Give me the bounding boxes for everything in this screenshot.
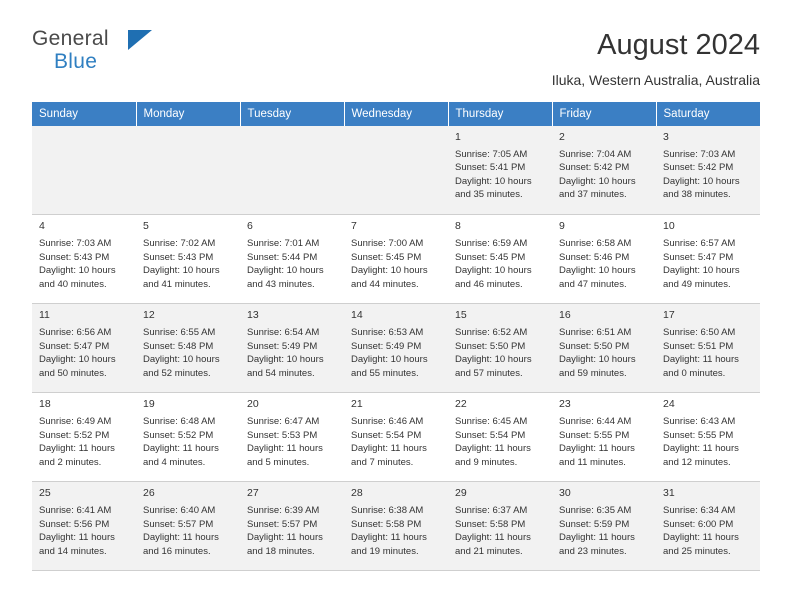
- day-sunset-text: Sunset: 5:58 PM: [455, 518, 526, 530]
- day-daylight1-text: Daylight: 10 hours: [455, 175, 532, 187]
- day-daylight2-text: and 35 minutes.: [455, 189, 523, 201]
- calendar-day-cell: [32, 304, 136, 393]
- calendar-cell-empty: [344, 126, 448, 215]
- day-daylight2-text: and 44 minutes.: [351, 278, 419, 290]
- calendar-day-cell: [552, 393, 656, 482]
- day-sunrise-text: Sunrise: 6:53 AM: [351, 327, 424, 339]
- day-daylight1-text: Daylight: 11 hours: [663, 354, 739, 366]
- day-sunrise-text: Sunrise: 6:52 AM: [455, 327, 528, 339]
- day-daylight2-text: and 21 minutes.: [455, 545, 523, 557]
- day-sunrise-text: Sunrise: 6:41 AM: [39, 505, 112, 517]
- day-sunrise-text: Sunrise: 6:56 AM: [39, 327, 112, 339]
- calendar-day-cell: [136, 215, 240, 304]
- day-daylight2-text: and 46 minutes.: [455, 278, 523, 290]
- calendar-day-cell: [448, 215, 552, 304]
- day-number: 7: [351, 220, 357, 233]
- calendar-day-cell: [656, 482, 760, 571]
- calendar-day-cell: [448, 304, 552, 393]
- day-sunrise-text: Sunrise: 6:40 AM: [143, 505, 216, 517]
- day-sunrise-text: Sunrise: 7:02 AM: [143, 238, 216, 250]
- day-daylight1-text: Daylight: 10 hours: [351, 354, 428, 366]
- flag-icon: [128, 30, 152, 50]
- day-sunrise-text: Sunrise: 6:55 AM: [143, 327, 216, 339]
- calendar-day-cell: [552, 304, 656, 393]
- day-daylight2-text: and 52 minutes.: [143, 367, 211, 379]
- day-daylight1-text: Daylight: 10 hours: [663, 175, 740, 187]
- day-number: 26: [143, 487, 155, 500]
- day-sunset-text: Sunset: 5:43 PM: [39, 251, 110, 263]
- day-sunrise-text: Sunrise: 6:37 AM: [455, 505, 528, 517]
- calendar-week-row: [32, 126, 760, 215]
- day-daylight2-text: and 54 minutes.: [247, 367, 315, 379]
- day-daylight1-text: Daylight: 11 hours: [143, 443, 219, 455]
- calendar-day-cell: [344, 482, 448, 571]
- day-daylight2-text: and 40 minutes.: [39, 278, 107, 290]
- day-number: 22: [455, 398, 467, 411]
- page-title: August 2024: [597, 29, 760, 61]
- day-daylight2-text: and 47 minutes.: [559, 278, 627, 290]
- calendar-day-cell: [344, 393, 448, 482]
- day-sunrise-text: Sunrise: 6:46 AM: [351, 416, 424, 428]
- day-number: 18: [39, 398, 51, 411]
- day-sunset-text: Sunset: 5:44 PM: [247, 251, 318, 263]
- day-daylight1-text: Daylight: 10 hours: [559, 175, 636, 187]
- day-sunrise-text: Sunrise: 6:47 AM: [247, 416, 320, 428]
- calendar-day-cell: [448, 482, 552, 571]
- day-daylight1-text: Daylight: 11 hours: [559, 443, 635, 455]
- day-sunset-text: Sunset: 5:56 PM: [39, 518, 110, 530]
- day-daylight1-text: Daylight: 10 hours: [351, 265, 428, 277]
- day-sunrise-text: Sunrise: 6:59 AM: [455, 238, 528, 250]
- day-sunset-text: Sunset: 5:57 PM: [143, 518, 214, 530]
- day-daylight1-text: Daylight: 10 hours: [559, 354, 636, 366]
- calendar-cell-empty: [32, 126, 136, 215]
- day-daylight2-text: and 50 minutes.: [39, 367, 107, 379]
- day-daylight2-text: and 19 minutes.: [351, 545, 419, 557]
- day-number: 4: [39, 220, 45, 233]
- calendar-day-cell: [344, 304, 448, 393]
- day-daylight2-text: and 9 minutes.: [455, 456, 518, 468]
- day-number: 5: [143, 220, 149, 233]
- day-sunrise-text: Sunrise: 6:58 AM: [559, 238, 632, 250]
- day-daylight1-text: Daylight: 11 hours: [351, 532, 427, 544]
- day-daylight2-text: and 14 minutes.: [39, 545, 107, 557]
- calendar-day-cell: [552, 126, 656, 215]
- day-number: 13: [247, 309, 259, 322]
- day-sunrise-text: Sunrise: 7:00 AM: [351, 238, 424, 250]
- calendar-day-cell: [448, 393, 552, 482]
- calendar-day-cell: [136, 304, 240, 393]
- calendar-day-cell: [552, 215, 656, 304]
- day-number: 14: [351, 309, 363, 322]
- day-sunrise-text: Sunrise: 7:03 AM: [663, 148, 736, 160]
- day-daylight1-text: Daylight: 11 hours: [247, 532, 323, 544]
- day-daylight2-text: and 57 minutes.: [455, 367, 523, 379]
- day-number: 24: [663, 398, 675, 411]
- day-daylight1-text: Daylight: 10 hours: [143, 265, 220, 277]
- day-sunrise-text: Sunrise: 7:04 AM: [559, 148, 632, 160]
- day-daylight1-text: Daylight: 11 hours: [663, 532, 739, 544]
- day-sunrise-text: Sunrise: 6:44 AM: [559, 416, 632, 428]
- calendar-day-cell: [448, 126, 552, 215]
- calendar-day-cell: [656, 126, 760, 215]
- day-daylight1-text: Daylight: 10 hours: [143, 354, 220, 366]
- calendar-day-cell: [240, 393, 344, 482]
- title-block: [552, 28, 760, 88]
- day-daylight1-text: Daylight: 11 hours: [351, 443, 427, 455]
- calendar-cell-empty: [136, 126, 240, 215]
- day-sunset-text: Sunset: 5:45 PM: [455, 251, 526, 263]
- day-number: 28: [351, 487, 363, 500]
- day-daylight2-text: and 5 minutes.: [247, 456, 310, 468]
- day-sunrise-text: Sunrise: 6:48 AM: [143, 416, 216, 428]
- calendar-week-row: [32, 482, 760, 571]
- day-sunrise-text: Sunrise: 7:03 AM: [39, 238, 112, 250]
- day-number: 1: [455, 130, 461, 143]
- calendar-day-cell: [552, 482, 656, 571]
- day-sunset-text: Sunset: 5:47 PM: [663, 251, 734, 263]
- day-daylight2-text: and 7 minutes.: [351, 456, 414, 468]
- calendar-day-cell: [240, 482, 344, 571]
- day-number: 31: [663, 487, 675, 500]
- weekday-header-thursday: Thursday: [448, 102, 552, 126]
- day-daylight2-text: and 4 minutes.: [143, 456, 206, 468]
- day-sunset-text: Sunset: 5:42 PM: [559, 162, 630, 174]
- calendar-day-cell: [136, 393, 240, 482]
- day-sunrise-text: Sunrise: 6:38 AM: [351, 505, 424, 517]
- day-daylight2-text: and 0 minutes.: [663, 367, 726, 379]
- day-daylight1-text: Daylight: 10 hours: [663, 265, 740, 277]
- day-number: 19: [143, 398, 155, 411]
- calendar-day-cell: [656, 215, 760, 304]
- day-daylight2-text: and 23 minutes.: [559, 545, 627, 557]
- day-daylight2-text: and 55 minutes.: [351, 367, 419, 379]
- day-number: 30: [559, 487, 571, 500]
- calendar-day-cell: [136, 482, 240, 571]
- day-sunset-text: Sunset: 5:47 PM: [39, 340, 110, 352]
- day-sunrise-text: Sunrise: 6:50 AM: [663, 327, 736, 339]
- day-sunset-text: Sunset: 5:54 PM: [351, 429, 422, 441]
- day-daylight2-text: and 59 minutes.: [559, 367, 627, 379]
- day-number: 17: [663, 309, 675, 322]
- day-number: 2: [559, 130, 565, 143]
- day-number: 20: [247, 398, 259, 411]
- weekday-header-monday: Monday: [136, 102, 240, 126]
- day-sunrise-text: Sunrise: 6:54 AM: [247, 327, 320, 339]
- day-number: 12: [143, 309, 155, 322]
- day-sunset-text: Sunset: 5:54 PM: [455, 429, 526, 441]
- day-daylight1-text: Daylight: 10 hours: [455, 354, 532, 366]
- location-subtitle: Iluka, Western Australia, Australia: [551, 71, 760, 88]
- day-number: 8: [455, 220, 461, 233]
- day-sunrise-text: Sunrise: 6:34 AM: [663, 505, 736, 517]
- calendar-body: [32, 126, 760, 571]
- day-sunrise-text: Sunrise: 6:45 AM: [455, 416, 528, 428]
- day-daylight1-text: Daylight: 10 hours: [39, 265, 116, 277]
- day-sunrise-text: Sunrise: 6:43 AM: [663, 416, 736, 428]
- day-number: 6: [247, 220, 253, 233]
- day-sunset-text: Sunset: 5:57 PM: [247, 518, 318, 530]
- day-sunset-text: Sunset: 5:46 PM: [559, 251, 630, 263]
- day-daylight2-text: and 2 minutes.: [39, 456, 102, 468]
- day-sunset-text: Sunset: 5:49 PM: [247, 340, 318, 352]
- page-header: [32, 0, 760, 88]
- day-sunrise-text: Sunrise: 6:39 AM: [247, 505, 320, 517]
- day-sunset-text: Sunset: 6:00 PM: [663, 518, 734, 530]
- day-sunset-text: Sunset: 5:52 PM: [39, 429, 110, 441]
- day-number: 16: [559, 309, 571, 322]
- day-daylight1-text: Daylight: 10 hours: [247, 265, 324, 277]
- day-number: 3: [663, 130, 669, 143]
- calendar-day-cell: [240, 215, 344, 304]
- day-sunrise-text: Sunrise: 6:49 AM: [39, 416, 112, 428]
- day-daylight1-text: Daylight: 10 hours: [455, 265, 532, 277]
- day-daylight2-text: and 25 minutes.: [663, 545, 731, 557]
- day-sunset-text: Sunset: 5:51 PM: [663, 340, 734, 352]
- day-daylight1-text: Daylight: 10 hours: [559, 265, 636, 277]
- day-daylight1-text: Daylight: 11 hours: [39, 532, 115, 544]
- day-number: 11: [39, 309, 50, 322]
- day-sunset-text: Sunset: 5:52 PM: [143, 429, 214, 441]
- day-sunrise-text: Sunrise: 7:05 AM: [455, 148, 528, 160]
- day-sunset-text: Sunset: 5:59 PM: [559, 518, 630, 530]
- day-sunrise-text: Sunrise: 6:35 AM: [559, 505, 632, 517]
- day-sunset-text: Sunset: 5:58 PM: [351, 518, 422, 530]
- day-daylight1-text: Daylight: 11 hours: [663, 443, 739, 455]
- weekday-header-friday: Friday: [552, 102, 656, 126]
- day-daylight1-text: Daylight: 10 hours: [39, 354, 116, 366]
- calendar-day-cell: [32, 393, 136, 482]
- day-sunset-text: Sunset: 5:55 PM: [559, 429, 630, 441]
- day-sunrise-text: Sunrise: 7:01 AM: [247, 238, 320, 250]
- day-daylight2-text: and 37 minutes.: [559, 189, 627, 201]
- day-sunrise-text: Sunrise: 6:51 AM: [559, 327, 632, 339]
- day-number: 27: [247, 487, 259, 500]
- day-daylight1-text: Daylight: 11 hours: [247, 443, 323, 455]
- day-sunset-text: Sunset: 5:48 PM: [143, 340, 214, 352]
- day-number: 21: [351, 398, 363, 411]
- day-number: 23: [559, 398, 571, 411]
- calendar-day-cell: [344, 215, 448, 304]
- day-number: 9: [559, 220, 565, 233]
- logo-text-blue: Blue: [54, 50, 98, 73]
- day-sunset-text: Sunset: 5:49 PM: [351, 340, 422, 352]
- day-number: 15: [455, 309, 467, 322]
- day-daylight2-text: and 18 minutes.: [247, 545, 315, 557]
- calendar-week-row: [32, 393, 760, 482]
- day-sunset-text: Sunset: 5:50 PM: [559, 340, 630, 352]
- calendar-day-cell: [32, 215, 136, 304]
- calendar-day-cell: [240, 304, 344, 393]
- calendar-day-cell: [656, 393, 760, 482]
- weekday-header-tuesday: Tuesday: [240, 102, 344, 126]
- day-sunset-text: Sunset: 5:41 PM: [455, 162, 526, 174]
- calendar-table: [32, 102, 760, 572]
- day-number: 29: [455, 487, 467, 500]
- day-daylight2-text: and 16 minutes.: [143, 545, 211, 557]
- day-sunset-text: Sunset: 5:45 PM: [351, 251, 422, 263]
- calendar-cell-empty: [240, 126, 344, 215]
- weekday-header-saturday: Saturday: [656, 102, 760, 126]
- weekday-header-wednesday: Wednesday: [344, 102, 448, 126]
- weekday-header-row: [32, 102, 760, 126]
- calendar-day-cell: [656, 304, 760, 393]
- day-sunset-text: Sunset: 5:42 PM: [663, 162, 734, 174]
- day-daylight2-text: and 38 minutes.: [663, 189, 731, 201]
- day-number: 25: [39, 487, 51, 500]
- calendar-week-row: [32, 215, 760, 304]
- day-daylight1-text: Daylight: 11 hours: [455, 532, 531, 544]
- weekday-header-sunday: Sunday: [32, 102, 136, 126]
- calendar-day-cell: [32, 482, 136, 571]
- general-blue-logo: [32, 28, 172, 74]
- day-sunset-text: Sunset: 5:43 PM: [143, 251, 214, 263]
- day-daylight1-text: Daylight: 11 hours: [143, 532, 219, 544]
- logo-text-general: General: [32, 27, 109, 50]
- day-sunset-text: Sunset: 5:53 PM: [247, 429, 318, 441]
- day-sunset-text: Sunset: 5:55 PM: [663, 429, 734, 441]
- day-daylight1-text: Daylight: 11 hours: [39, 443, 115, 455]
- day-daylight1-text: Daylight: 10 hours: [247, 354, 324, 366]
- day-daylight2-text: and 41 minutes.: [143, 278, 211, 290]
- day-daylight2-text: and 43 minutes.: [247, 278, 315, 290]
- day-sunset-text: Sunset: 5:50 PM: [455, 340, 526, 352]
- day-number: 10: [663, 220, 675, 233]
- day-daylight1-text: Daylight: 11 hours: [559, 532, 635, 544]
- day-daylight1-text: Daylight: 11 hours: [455, 443, 531, 455]
- calendar-week-row: [32, 304, 760, 393]
- day-daylight2-text: and 11 minutes.: [559, 456, 626, 468]
- day-daylight2-text: and 12 minutes.: [663, 456, 731, 468]
- day-daylight2-text: and 49 minutes.: [663, 278, 731, 290]
- day-sunrise-text: Sunrise: 6:57 AM: [663, 238, 736, 250]
